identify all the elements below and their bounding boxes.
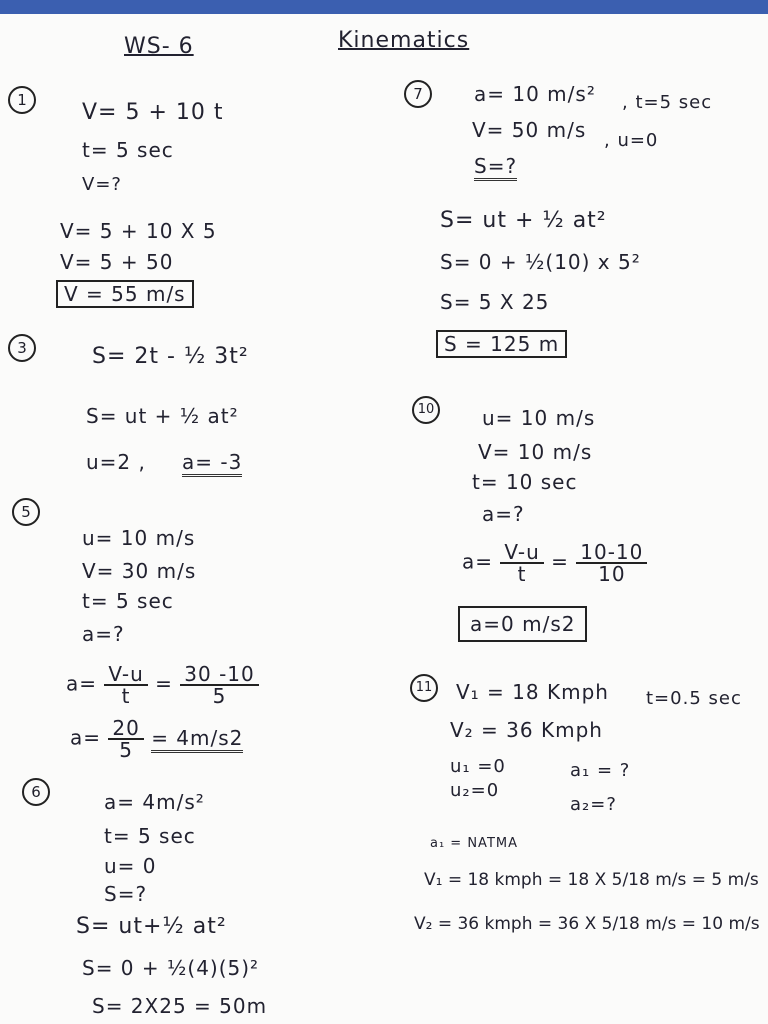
question-number-11: 11	[410, 674, 438, 702]
q3-standard-equation: S= ut + ½ at²	[86, 404, 239, 428]
q5-fraction-3: $\frac{20}{5}$	[108, 718, 143, 760]
q5-line-2: V= 30 m/s	[82, 559, 197, 583]
notebook-page	[0, 14, 768, 1024]
q11-a1: a₁ = ?	[570, 760, 631, 781]
q10-line-1: u= 10 m/s	[482, 406, 596, 430]
q11-u1: u₁ =0	[450, 756, 506, 777]
q5-line-3: t= 5 sec	[82, 589, 174, 613]
q7-answer-box: S = 125 m	[436, 330, 567, 358]
question-number-1: 1	[8, 86, 36, 114]
question-number-6: 6	[22, 778, 50, 806]
q1-line-1: V= 5 + 10 t	[82, 100, 224, 125]
q10-line-3: t= 10 sec	[472, 470, 578, 494]
q7-given-t: , t=5 sec	[622, 92, 713, 113]
q11-scribble: a₁ = NATMA	[430, 836, 518, 851]
q10-fraction-1: $\frac{V-u}{t}$	[500, 542, 543, 584]
q11-v2: V₂ = 36 Kmph	[450, 718, 603, 742]
q3-a-value: a= -3	[182, 450, 242, 477]
q5-fraction-1: $\frac{V-u}{t}$	[104, 664, 147, 706]
q11-conversion-1: V₁ = 18 kmph = 18 X 5/18 m/s = 5 m/s	[424, 870, 759, 890]
q5-result: = 4m/s2	[151, 726, 243, 753]
q11-v1: V₁ = 18 Kmph	[456, 680, 609, 704]
question-number-5: 5	[12, 498, 40, 526]
q7-given-u: , u=0	[604, 130, 659, 151]
worksheet-title: WS- 6	[124, 34, 194, 59]
question-number-10: 10	[412, 396, 440, 424]
q11-u2: u₂=0	[450, 780, 500, 801]
q11-conversion-2: V₂ = 36 kmph = 36 X 5/18 m/s = 10 m/s	[414, 914, 760, 934]
q1-line-3: V=?	[82, 174, 122, 195]
q10-answer-box: a=0 m/s2	[458, 606, 587, 642]
q10-formula	[462, 542, 647, 584]
q5-result-line	[70, 718, 243, 760]
q3-u-value: u=2 ,	[86, 450, 146, 474]
q6-line-1: a= 4m/s²	[104, 790, 205, 814]
q5-equals: =	[155, 671, 173, 696]
q11-a2: a₂=?	[570, 794, 617, 815]
q10-line-2: V= 10 m/s	[478, 440, 593, 464]
q6-line-4: S=?	[104, 882, 148, 906]
q1-line-5: V= 5 + 50	[60, 250, 174, 274]
topic-title: Kinematics	[338, 28, 470, 53]
q10-line-4: a=?	[482, 502, 525, 526]
q7-line-3: S= 5 X 25	[440, 290, 550, 314]
question-number-3: 3	[8, 334, 36, 362]
q10-equals: =	[551, 549, 569, 574]
q5-line-1: u= 10 m/s	[82, 526, 196, 550]
q7-find: S=?	[474, 154, 517, 181]
q6-line-7: S= 2X25 = 50m	[92, 994, 268, 1018]
q6-line-5: S= ut+½ at²	[76, 914, 227, 939]
q3-equation: S= 2t - ½ 3t²	[92, 344, 249, 369]
q5-a-label: a=	[66, 671, 98, 696]
q6-line-2: t= 5 sec	[104, 824, 196, 848]
q7-given-a: a= 10 m/s²	[474, 82, 596, 106]
q7-line-2: S= 0 + ½(10) x 5²	[440, 250, 641, 274]
q7-given-v: V= 50 m/s	[472, 118, 587, 142]
q1-answer-box: V = 55 m/s	[56, 280, 194, 308]
q5-line-4: a=?	[82, 622, 125, 646]
q7-line-1: S= ut + ½ at²	[440, 208, 607, 233]
q10-fraction-2: $\frac{10-10}{10}$	[576, 542, 647, 584]
q6-line-3: u= 0	[104, 854, 157, 878]
q10-a-label: a=	[462, 549, 494, 574]
question-number-7: 7	[404, 80, 432, 108]
q5-a2-label: a=	[70, 725, 102, 750]
q5-formula	[66, 664, 259, 706]
q1-line-2: t= 5 sec	[82, 138, 174, 162]
q1-line-4: V= 5 + 10 X 5	[60, 219, 217, 243]
q11-time: t=0.5 sec	[646, 688, 742, 709]
q6-line-6: S= 0 + ½(4)(5)²	[82, 956, 260, 980]
q5-fraction-2: $\frac{30 -10}{5}$	[180, 664, 258, 706]
